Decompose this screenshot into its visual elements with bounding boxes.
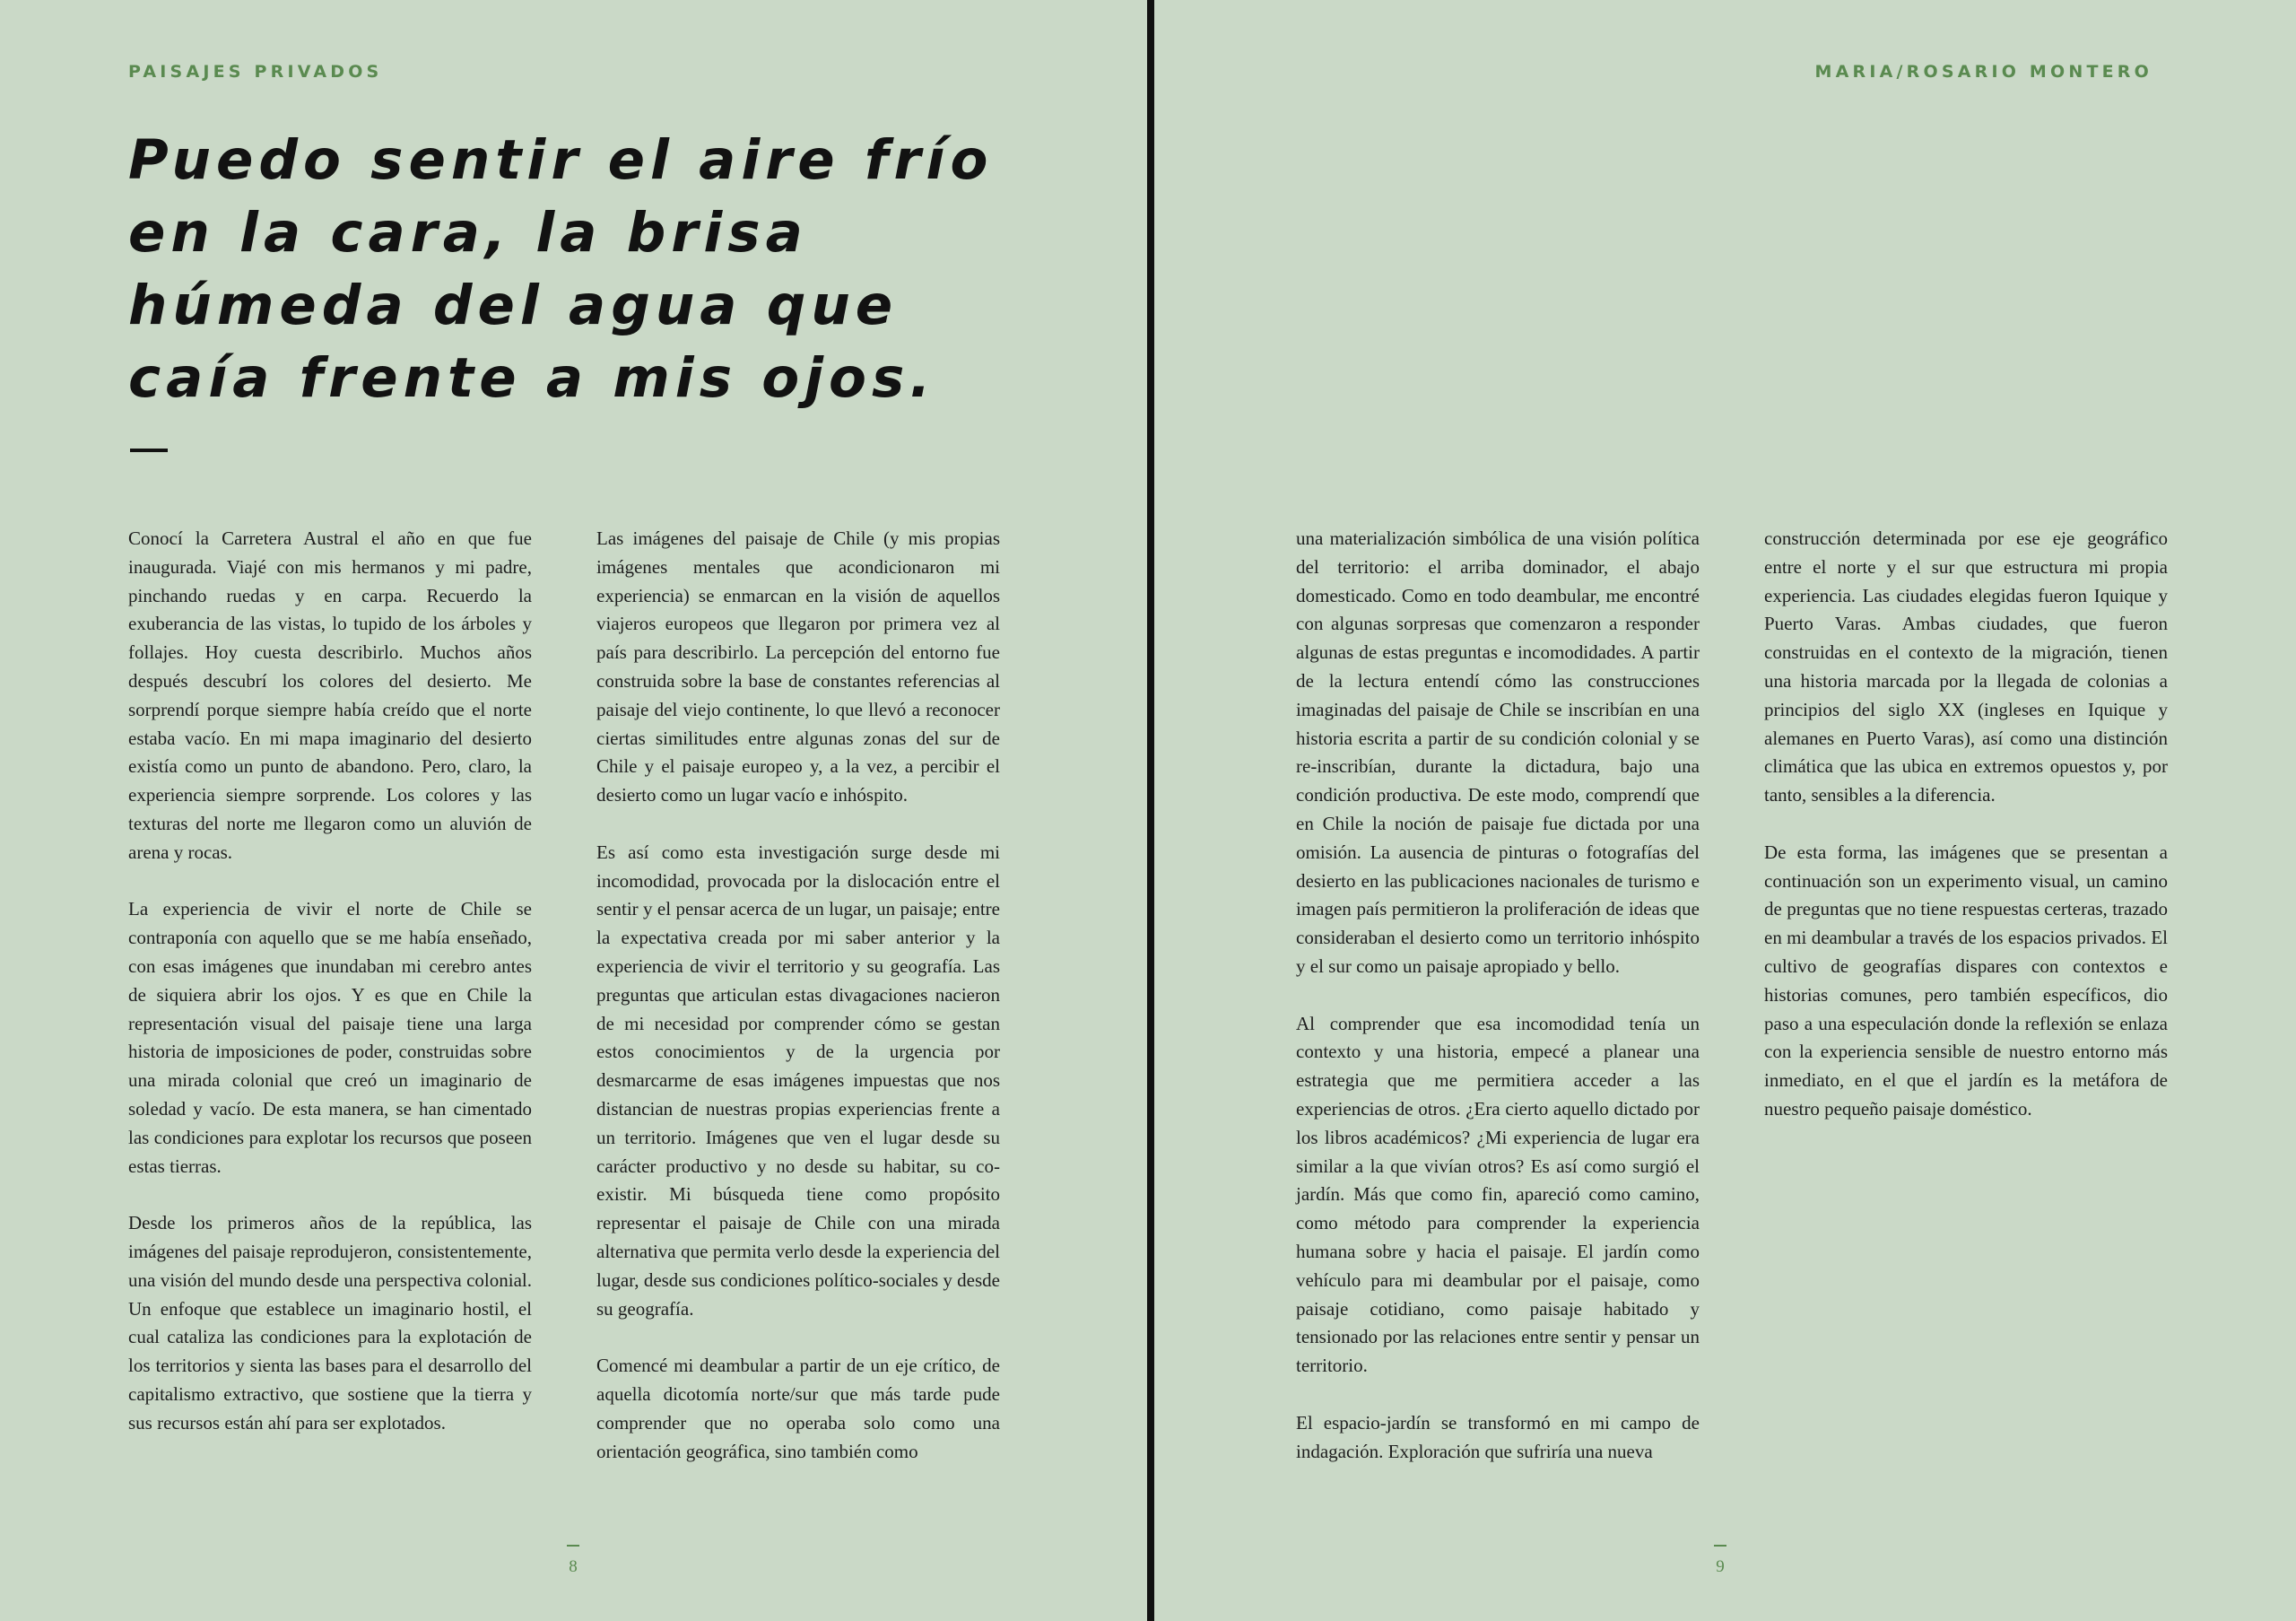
- page-number-left: [555, 1545, 591, 1577]
- page-number-value: 8: [569, 1557, 578, 1576]
- page-number-value: 9: [1716, 1557, 1725, 1576]
- paragraph: La experiencia de vivir el norte de Chile se contraponía con aquello que se me había enseñado, con esas imágenes que inundaban mi cerebro antes de siquiera abrir los ojos. Y es que en Chile la representación visual del paisaje tiene una larga historia de imposiciones de poder, construidas sobre una mirada colonial que creó un imaginario de soledad y vacío. De esta manera, se han cimentado las condiciones para explotar los recursos que poseen estas tierras.: [128, 898, 532, 1177]
- paragraph: De esta forma, las imágenes que se presentan a continuación son un experimento visual, un camino de preguntas que no tiene respuestas certeras, trazado en mi deambular a través de los espacios privados. El cultivo de geografías dispares con contextos e historias comunes, pero también específicos, dio paso a una especulación donde la reflexión se enlaza con la experiencia sensible de nuestro entorno más inmediato, en el que el jardín es la metáfora de nuestro pequeño paisaje doméstico.: [1764, 841, 2168, 1120]
- paragraph: construcción determinada por ese eje geográfico entre el norte y el sur que estructura mi propia experiencia. Las ciudades elegidas fueron Iquique y Puerto Varas. Ambas ciudades, que fueron construidas en el contexto de la migración, tienen una historia marcada por la llegada de colonias a principios del siglo XX (ingleses en Iquique y alemanes en Puerto Varas), así como una distinción climática que las ubica en extremos opuestos y, por tanto, sensibles a la diferencia.: [1764, 527, 2168, 806]
- body-column-1: [128, 525, 532, 1438]
- page-number-right: [1702, 1545, 1738, 1577]
- body-column-3: [1296, 525, 1700, 1466]
- paragraph: Las imágenes del paisaje de Chile (y mis propias imágenes mentales que acondicionaron mi experiencia) se enmarcan en la visión de aquellos viajeros europeos que llegaron por primera vez al país para describirlo. La percepción del entorno fue construida sobre la base de constantes referencias al paisaje del viejo continente, lo que llevó a reconocer ciertas similitudes entre algunas zonas del sur de Chile y el paisaje europeo y, a la vez, a percibir el desierto como un lugar vacío e inhóspito.: [596, 527, 1000, 806]
- book-spine-divider: [1147, 0, 1154, 1621]
- running-head-left: PAISAJES PRIVADOS: [128, 62, 383, 82]
- running-head-right: MARIA/ROSARIO MONTERO: [1814, 62, 2152, 82]
- paragraph: Es así como esta investigación surge desde mi incomodidad, provocada por la dislocación entre el sentir y el pensar acerca de un lugar, un paisaje; entre la expectativa creada por mi saber anterior y la experiencia de vivir el territorio y su geografía. Las preguntas que articulan estas divagaciones nacieron de mi necesidad por comprender cómo se gestan estos conocimientos y de la urgencia por desmarcarme de esas imágenes impuestas que nos distancian de nuestras propias experiencias frente a un territorio. Imágenes que ven el lugar desde su carácter productivo y no desde su habitar, su co-existir. Mi búsqueda tiene como propósito representar el paisaje de Chile con una mirada alternativa que permita verlo desde la experiencia del lugar, desde sus condiciones político-sociales y desde su geografía.: [596, 841, 1000, 1320]
- paragraph: Al comprender que esa incomodidad tenía un contexto y una historia, empecé a planear una estrategia que me permitiera acceder a las experiencias de otros. ¿Era cierto aquello dictado por los libros académicos? ¿Mi experiencia de lugar era similar a la que vivían otros? Es así como surgió el jardín. Más que como fin, apareció como camino, como método para comprender la experiencia humana sobre y hacia el paisaje. El jardín como vehículo para mi deambular por el paisaje, como paisaje cotidiano, como paisaje habitado y tensionado por las relaciones entre sentir y pensar un territorio.: [1296, 1012, 1700, 1377]
- paragraph: Conocí la Carretera Austral el año en que fue inaugurada. Viajé con mis hermanos y mi padre, pinchando ruedas y en carpa. Recuerdo la exuberancia de las vistas, lo tupido de los árboles y follajes. Hoy cuesta describirlo. Muchos años después descubrí los colores del desierto. Me sorprendí porque siempre había creído que el norte estaba vacío. En mi mapa imaginario del desierto existía como un punto de abandono. Pero, claro, la experiencia siempre sorprende. Los colores y las texturas del norte me llegaron como un aluvión de arena y rocas.: [128, 527, 532, 863]
- paragraph: una materialización simbólica de una visión política del territorio: el arriba dominador, el abajo domesticado. Como en todo deambular, me encontré con algunas sorpresas que comenzaron a responder algunas de estas preguntas e incomodidades. A partir de la lectura entendí cómo las construcciones imaginadas del paisaje de Chile se inscribían en una historia escrita a partir de su condición colonial y se re-inscribían, durante la dictadura, bajo una condición productiva. De este modo, comprendí que en Chile la noción de paisaje fue dictada por una omisión. La ausencia de pinturas o fotografías del desierto en las publicaciones nacionales de turismo e imagen país permitieron la proliferación de ideas que consideraban el desierto como un territorio inhóspito y el sur como un paisaje apropiado y bello.: [1296, 527, 1700, 977]
- page-number-tick: [567, 1545, 579, 1547]
- left-page: [0, 0, 1147, 1621]
- body-column-4: [1764, 525, 2168, 1124]
- pullquote-dash: [130, 449, 168, 452]
- page-number-tick: [1714, 1545, 1726, 1547]
- paragraph: El espacio-jardín se transformó en mi campo de indagación. Exploración que sufriría una nueva: [1296, 1411, 1700, 1462]
- paragraph: Comencé mi deambular a partir de un eje crítico, de aquella dicotomía norte/sur que más tarde pude comprender que no operaba solo como una orientación geográfica, sino también como: [596, 1355, 1000, 1462]
- body-column-2: [596, 525, 1000, 1466]
- paragraph: Desde los primeros años de la república, las imágenes del paisaje reprodujeron, consistentemente, una visión del mundo desde una perspectiva colonial. Un enfoque que establece un imaginario hostil, el cual cataliza las condiciones para la explotación de los territorios y sienta las bases para el desarrollo del capitalismo extractivo, que sostiene que la tierra y sus recursos están ahí para ser explotados.: [128, 1212, 532, 1434]
- pullquote: Puedo sentir el aire frío en la cara, la brisa húmeda del agua que caía frente a mis ojos.: [128, 128, 994, 410]
